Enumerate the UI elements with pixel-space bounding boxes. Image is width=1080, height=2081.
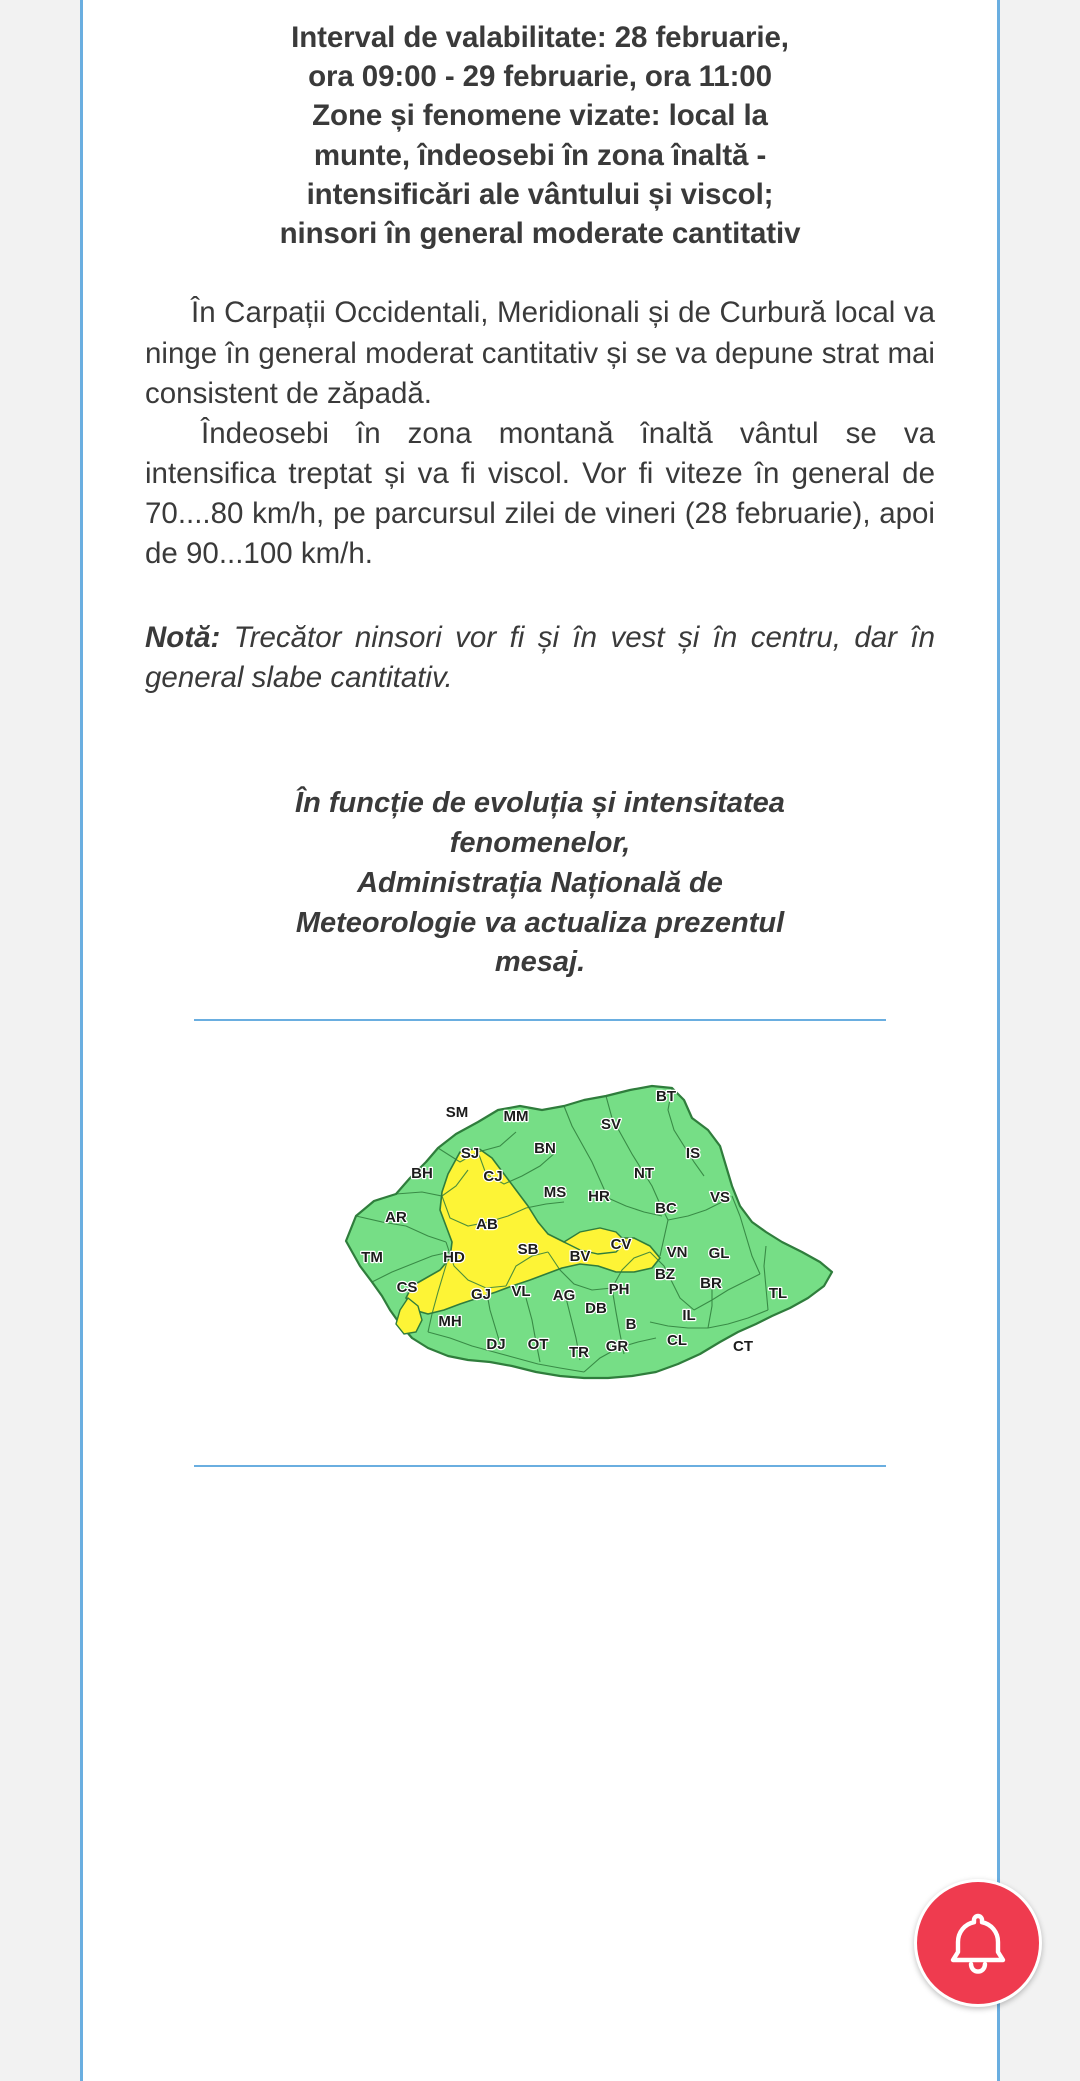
county-label: GL [708, 1244, 730, 1262]
county-label: PH [608, 1280, 630, 1298]
county-label: HD [443, 1248, 465, 1266]
page-gutter-left [0, 0, 80, 2081]
county-label: VS [709, 1188, 731, 1206]
county-label: IS [685, 1144, 701, 1162]
county-label: OT [527, 1335, 549, 1353]
county-label: HR [588, 1187, 610, 1205]
closing-line: Meteorologie va actualiza prezentul [295, 906, 785, 939]
county-label: TM [361, 1248, 383, 1266]
divider-top [194, 1019, 886, 1021]
county-label: AG [552, 1286, 576, 1304]
county-label: DB [585, 1299, 607, 1317]
document-content [83, 0, 997, 1467]
county-label: BC [655, 1199, 677, 1217]
note-text: Trecător ninsori vor fi și în vest și în centru, dar în general slabe cantitativ. [145, 621, 935, 695]
county-label: TR [569, 1343, 589, 1361]
county-label: MM [503, 1107, 529, 1125]
county-label: B [625, 1315, 637, 1333]
county-label: MS [543, 1183, 567, 1201]
county-label: DJ [486, 1335, 506, 1353]
county-label: BH [411, 1164, 433, 1182]
romania-map-svg [160, 1031, 920, 1431]
headline-line: ora 09:00 - 29 februarie, ora 11:00 [308, 60, 772, 94]
closing-block [145, 784, 935, 983]
headline-line: munte, îndeosebi în zona înaltă - [313, 138, 767, 172]
closing-line: Administrația Națională de [357, 866, 723, 899]
paragraph-carpati: În Carpații Occidentali, Meridionali și de Curbură local va ninge în general moderat cantitativ și se va depune strat mai consistent de zăpadă. [145, 296, 935, 410]
county-label: AB [476, 1215, 498, 1233]
county-label: TL [768, 1284, 788, 1302]
closing-line: fenomenelor, [449, 827, 631, 860]
closing-line: mesaj. [494, 946, 586, 979]
note-block [145, 618, 935, 698]
county-label: BV [569, 1247, 591, 1265]
county-label: SB [517, 1240, 539, 1258]
alert-headline [145, 18, 935, 253]
divider-bottom [194, 1465, 886, 1467]
county-label: CJ [483, 1167, 503, 1185]
county-label: BN [534, 1139, 556, 1157]
headline-line: Zone și fenomene vizate: local la [312, 99, 768, 133]
county-label: SV [600, 1115, 622, 1133]
romania-map [145, 1031, 935, 1461]
county-label: GJ [470, 1285, 492, 1303]
headline-line: ninsori în general moderate cantitativ [279, 217, 801, 251]
headline-line: Interval de valabilitate: 28 februarie, [291, 21, 789, 54]
county-label: IL [682, 1306, 696, 1324]
county-label: CT [733, 1337, 753, 1355]
notifications-bell-button[interactable] [914, 1879, 1042, 2007]
county-label: SM [445, 1103, 469, 1121]
county-label: CL [667, 1331, 687, 1349]
county-label: BT [656, 1087, 676, 1105]
document-sheet [80, 0, 1000, 2081]
county-label: CS [396, 1278, 418, 1296]
county-label: BZ [655, 1265, 675, 1283]
page-gutter-right [1000, 0, 1080, 2081]
county-label: VN [666, 1243, 688, 1261]
paragraph-vant-viscol: Îndeosebi în zona montană înaltă vântul se va intensifica treptat și va fi viscol. Vor fi viteze în general de 70....80 km/h, pe parcursul zilei de vineri (28 februarie), apoi de 90...100 km/h. [145, 416, 935, 571]
county-label: CV [610, 1235, 632, 1253]
county-label: AR [385, 1208, 407, 1226]
county-label: GR [605, 1337, 629, 1355]
headline-line: intensificări ale vântului și viscol; [306, 177, 774, 211]
note-label: Notă: [145, 621, 221, 655]
bell-icon [947, 1910, 1009, 1976]
county-label: MH [438, 1312, 462, 1330]
county-label: NT [634, 1164, 654, 1182]
closing-line: În funcție de evoluția și intensitatea [295, 787, 785, 820]
county-label: VL [511, 1282, 531, 1300]
county-label: SJ [460, 1144, 480, 1162]
county-label: BR [700, 1274, 722, 1292]
